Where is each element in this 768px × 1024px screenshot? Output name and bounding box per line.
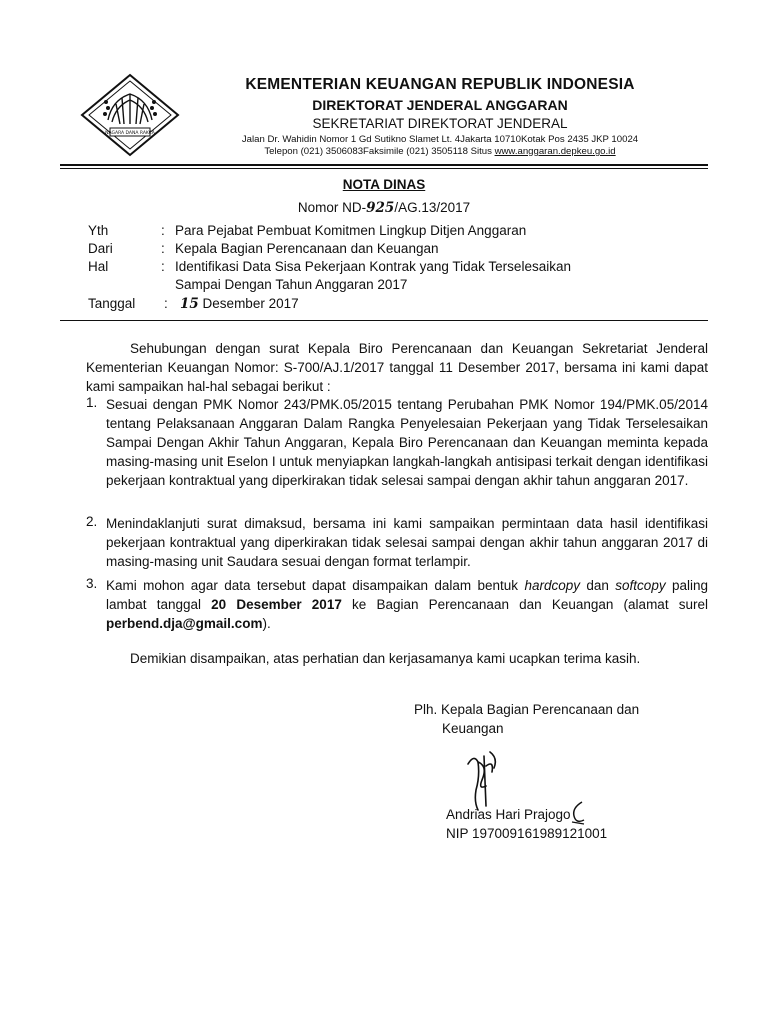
directorate-name: DIREKTORAT JENDERAL ANGGARAN	[312, 97, 568, 113]
hal-value-line1: Identifikasi Data Sisa Pekerjaan Kontrak yang Tidak Terselesaikan	[175, 259, 571, 274]
item3-email: perbend.dja@gmail.com	[106, 616, 263, 631]
header-rule-thin	[60, 168, 708, 169]
ministry-logo	[78, 72, 182, 158]
item3-hardcopy: hardcopy	[524, 578, 580, 593]
signatory-position-line2: Keuangan	[442, 721, 504, 736]
item3-part-b: dan	[580, 578, 616, 593]
yth-colon: :	[161, 223, 165, 238]
contact-text: Telepon (021) 3506083Faksimile (021) 3505118 Situs	[264, 146, 495, 157]
dari-value: Kepala Bagian Perencanaan dan Keuangan	[175, 241, 439, 256]
closing-sentence: Demikian disampaikan, atas perhatian dan kerjasamanya kami ucapkan terima kasih.	[130, 651, 641, 666]
hal-value-line2: Sampai Dengan Tahun Anggaran 2017	[175, 277, 408, 292]
signatory-nip: NIP 197009161989121001	[446, 826, 608, 841]
item3-number: 3.	[86, 576, 98, 591]
signatory-name: Andrias Hari Prajogo	[446, 807, 571, 822]
intro-paragraph: Sehubungan dengan surat Kepala Biro Perencanaan dan Keuangan Sekretariat Jenderal Kementerian Keuangan Nomor: S-700/AJ.1/2017 tanggal 11 Desember 2017, bersama ini kami dapat kami sampaikan hal-hal sebagai berikut :	[86, 341, 708, 394]
memo-number-prefix: Nomor ND-	[297, 200, 367, 215]
hal-label: Hal	[88, 259, 109, 274]
website-link[interactable]: www.anggaran.depkeu.go.id	[494, 146, 616, 157]
ministry-name: KEMENTERIAN KEUANGAN REPUBLIK INDONESIA	[245, 76, 635, 93]
tanggal-value	[180, 296, 299, 312]
yth-label: Yth	[88, 223, 109, 238]
secretariat-name: SEKRETARIAT DIREKTORAT JENDERAL	[312, 116, 568, 131]
memo-number-suffix: /AG.13/2017	[394, 200, 471, 215]
item1-text: Sesuai dengan PMK Nomor 243/PMK.05/2015 tentang Perubahan PMK Nomor 194/PMK.05/2014 tentang Pelaksanaan Anggaran Dalam Rangka Penyelesaian Pekerjaan yang Tidak Terselesaikan Sampai Dengan Akhir Tahun Anggaran, Kepala Biro Perencanaan dan Keuangan meminta kepada masing-masing unit Eselon I untuk menyiapkan langkah-langkah antisipasi terkait dengan identifikasi pekerjaan kontraktual yang diperkirakan tidak selesai sampai dengan akhir tahun anggaran 2017.	[106, 397, 708, 488]
fields-rule	[60, 320, 708, 321]
address-line: Jalan Dr. Wahidin Nomor 1 Gd Sutikno Slamet Lt. 4Jakarta 10710Kotak Pos 2435 JKP 10024	[241, 134, 639, 145]
item2-number: 2.	[86, 514, 98, 529]
tanggal-label: Tanggal	[88, 296, 136, 311]
item3-softcopy: softcopy	[615, 578, 666, 593]
tanggal-rest: Desember 2017	[198, 296, 299, 311]
tanggal-day: 15	[180, 296, 199, 312]
dari-label: Dari	[88, 241, 113, 256]
memo-title: NOTA DINAS	[342, 177, 426, 192]
item1-number: 1.	[86, 395, 98, 410]
item3-part-c: paling lambat tanggal	[106, 578, 708, 612]
item2-text: Menindaklanjuti surat dimaksud, bersama ini kami sampaikan permintaan data hasil identifikasi pekerjaan kontraktual yang diperkirakan tidak selesai sampai dengan akhir tahun anggaran 2017 di masing-masing unit Saudara sesuai dengan format terlampir.	[106, 516, 708, 569]
dari-colon: :	[161, 241, 165, 256]
contact-line	[200, 146, 680, 157]
item3-deadline: 20 Desember 2017	[211, 597, 342, 612]
item3-part-d: ke Bagian Perencanaan dan Keuangan (alamat surel	[341, 597, 709, 612]
logo-caption: NAGARA DANA RAKCA	[105, 131, 155, 136]
yth-value: Para Pejabat Pembuat Komitmen Lingkup Ditjen Anggaran	[175, 223, 527, 238]
memo-number	[0, 200, 768, 216]
memo-number-handwritten: 925	[366, 200, 395, 216]
item3-part-a: Kami mohon agar data tersebut dapat disampaikan dalam bentuk	[106, 578, 525, 593]
paraf-mark	[568, 800, 588, 826]
signatory-position-line1: Plh. Kepala Bagian Perencanaan dan	[414, 702, 640, 717]
tanggal-colon: :	[164, 296, 168, 311]
handwritten-signature	[448, 746, 520, 816]
hal-colon: :	[161, 259, 165, 274]
header-rule-thick	[60, 164, 708, 166]
item3-text	[106, 576, 708, 633]
item3-part-e: ).	[262, 616, 271, 631]
